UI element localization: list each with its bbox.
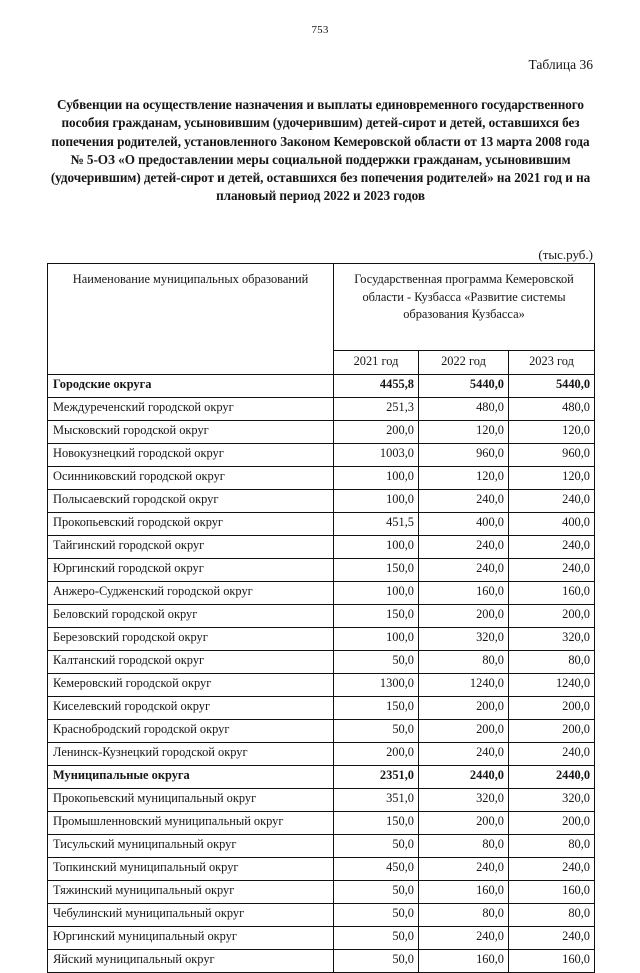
table-row — [48, 421, 595, 444]
cell-value-2021: 1300,0 — [334, 674, 419, 697]
cell-municipality-name: Краснобродский городской округ — [48, 720, 334, 743]
table-row — [48, 490, 595, 513]
table-row — [48, 559, 595, 582]
cell-value-2023: 240,0 — [509, 743, 595, 766]
table-row — [48, 835, 595, 858]
cell-value-2022: 2440,0 — [419, 766, 509, 789]
cell-value-2021: 100,0 — [334, 536, 419, 559]
page-title: Субвенции на осуществление назначения и выплаты единовременного государственного пособия гражданам, усыновившим (удочерившим) детей-сирот и детей, оставшихся без попечения родителей, установленного Законом Кемеровской области от 13 марта 2008 года № 5-ОЗ «О предоставлении меры социальной поддержки гражданам, усыновившим (удочерившим) детей-сирот и детей, оставшихся без попечения родителей» на 2021 год и на плановый период 2022 и 2023 годов — [50, 97, 591, 204]
cell-municipality-name: Топкинский муниципальный округ — [48, 858, 334, 881]
cell-value-2021: 150,0 — [334, 605, 419, 628]
table-row — [48, 789, 595, 812]
table-row — [48, 766, 595, 789]
cell-value-2023: 200,0 — [509, 697, 595, 720]
table-row — [48, 398, 595, 421]
header-municipality-name: Наименование муниципальных образований — [48, 264, 334, 375]
header-year-2023: 2023 год — [509, 351, 595, 375]
cell-municipality-name: Юргинский городской округ — [48, 559, 334, 582]
cell-value-2022: 240,0 — [419, 858, 509, 881]
cell-value-2021: 100,0 — [334, 582, 419, 605]
cell-value-2021: 50,0 — [334, 950, 419, 973]
cell-value-2023: 160,0 — [509, 950, 595, 973]
cell-municipality-name: Новокузнецкий городской округ — [48, 444, 334, 467]
cell-value-2023: 240,0 — [509, 490, 595, 513]
cell-value-2021: 50,0 — [334, 904, 419, 927]
cell-municipality-name: Мысковский городской округ — [48, 421, 334, 444]
cell-value-2023: 480,0 — [509, 398, 595, 421]
table-row — [48, 513, 595, 536]
cell-municipality-name: Тисульский муниципальный округ — [48, 835, 334, 858]
table-row — [48, 950, 595, 973]
cell-value-2023: 5440,0 — [509, 375, 595, 398]
cell-value-2021: 50,0 — [334, 881, 419, 904]
cell-value-2023: 240,0 — [509, 536, 595, 559]
cell-municipality-name: Березовский городской округ — [48, 628, 334, 651]
cell-municipality-name: Муниципальные округа — [48, 766, 334, 789]
table-row — [48, 858, 595, 881]
header-year-2021: 2021 год — [334, 351, 419, 375]
cell-value-2022: 200,0 — [419, 697, 509, 720]
cell-municipality-name: Киселевский городской округ — [48, 697, 334, 720]
cell-municipality-name: Анжеро-Судженский городской округ — [48, 582, 334, 605]
cell-value-2023: 80,0 — [509, 835, 595, 858]
cell-value-2023: 200,0 — [509, 605, 595, 628]
subventions-table — [47, 263, 595, 973]
cell-value-2022: 240,0 — [419, 743, 509, 766]
cell-municipality-name: Юргинский муниципальный округ — [48, 927, 334, 950]
cell-value-2021: 150,0 — [334, 812, 419, 835]
cell-value-2023: 960,0 — [509, 444, 595, 467]
cell-value-2022: 5440,0 — [419, 375, 509, 398]
cell-value-2022: 200,0 — [419, 605, 509, 628]
cell-value-2022: 320,0 — [419, 628, 509, 651]
cell-value-2021: 351,0 — [334, 789, 419, 812]
cell-value-2021: 50,0 — [334, 927, 419, 950]
cell-value-2023: 200,0 — [509, 720, 595, 743]
cell-value-2022: 160,0 — [419, 881, 509, 904]
cell-municipality-name: Междуреченский городской округ — [48, 398, 334, 421]
cell-value-2021: 200,0 — [334, 421, 419, 444]
table-row — [48, 536, 595, 559]
cell-municipality-name: Прокопьевский городской округ — [48, 513, 334, 536]
cell-value-2022: 200,0 — [419, 720, 509, 743]
cell-value-2021: 2351,0 — [334, 766, 419, 789]
cell-value-2021: 450,0 — [334, 858, 419, 881]
cell-value-2023: 240,0 — [509, 858, 595, 881]
cell-value-2023: 80,0 — [509, 651, 595, 674]
cell-municipality-name: Тайгинский городской округ — [48, 536, 334, 559]
cell-value-2021: 451,5 — [334, 513, 419, 536]
cell-value-2023: 320,0 — [509, 789, 595, 812]
cell-value-2023: 160,0 — [509, 582, 595, 605]
cell-municipality-name: Промышленновский муниципальный округ — [48, 812, 334, 835]
cell-value-2022: 400,0 — [419, 513, 509, 536]
cell-value-2022: 1240,0 — [419, 674, 509, 697]
cell-value-2023: 240,0 — [509, 559, 595, 582]
cell-value-2021: 50,0 — [334, 835, 419, 858]
header-state-program: Государственная программа Кемеровской области - Кузбасса «Развитие системы образования Кузбасса» — [334, 264, 595, 351]
table-row — [48, 674, 595, 697]
units-label: (тыс.руб.) — [538, 247, 593, 262]
cell-municipality-name: Ленинск-Кузнецкий городской округ — [48, 743, 334, 766]
cell-value-2023: 160,0 — [509, 881, 595, 904]
table-row — [48, 904, 595, 927]
table-row — [48, 720, 595, 743]
cell-value-2023: 80,0 — [509, 904, 595, 927]
cell-value-2022: 240,0 — [419, 559, 509, 582]
cell-value-2021: 4455,8 — [334, 375, 419, 398]
table-row — [48, 444, 595, 467]
table-row — [48, 605, 595, 628]
cell-value-2021: 100,0 — [334, 628, 419, 651]
cell-value-2023: 1240,0 — [509, 674, 595, 697]
table-body — [48, 375, 595, 973]
table-label: Таблица 36 — [528, 57, 593, 72]
cell-value-2021: 150,0 — [334, 697, 419, 720]
cell-value-2022: 80,0 — [419, 904, 509, 927]
cell-value-2022: 320,0 — [419, 789, 509, 812]
cell-municipality-name: Городские округа — [48, 375, 334, 398]
cell-value-2023: 200,0 — [509, 812, 595, 835]
cell-value-2022: 160,0 — [419, 950, 509, 973]
cell-value-2021: 200,0 — [334, 743, 419, 766]
table-row — [48, 927, 595, 950]
cell-value-2023: 120,0 — [509, 467, 595, 490]
cell-value-2022: 240,0 — [419, 490, 509, 513]
cell-value-2021: 100,0 — [334, 490, 419, 513]
cell-municipality-name: Осинниковский городской округ — [48, 467, 334, 490]
cell-municipality-name: Полысаевский городской округ — [48, 490, 334, 513]
cell-municipality-name: Беловский городской округ — [48, 605, 334, 628]
table-row — [48, 582, 595, 605]
cell-value-2022: 240,0 — [419, 927, 509, 950]
cell-value-2021: 50,0 — [334, 651, 419, 674]
cell-value-2023: 120,0 — [509, 421, 595, 444]
cell-value-2022: 480,0 — [419, 398, 509, 421]
table-header — [48, 264, 595, 375]
cell-value-2022: 80,0 — [419, 835, 509, 858]
cell-value-2021: 150,0 — [334, 559, 419, 582]
cell-value-2021: 50,0 — [334, 720, 419, 743]
cell-value-2023: 400,0 — [509, 513, 595, 536]
cell-value-2022: 80,0 — [419, 651, 509, 674]
cell-municipality-name: Чебулинский муниципальный округ — [48, 904, 334, 927]
table-row — [48, 628, 595, 651]
cell-value-2023: 320,0 — [509, 628, 595, 651]
table-row — [48, 375, 595, 398]
cell-municipality-name: Кемеровский городской округ — [48, 674, 334, 697]
cell-value-2022: 200,0 — [419, 812, 509, 835]
table-row — [48, 467, 595, 490]
table-row — [48, 812, 595, 835]
cell-value-2023: 240,0 — [509, 927, 595, 950]
cell-value-2021: 1003,0 — [334, 444, 419, 467]
cell-municipality-name: Тяжинский муниципальный округ — [48, 881, 334, 904]
cell-value-2022: 240,0 — [419, 536, 509, 559]
cell-value-2021: 251,3 — [334, 398, 419, 421]
cell-value-2022: 120,0 — [419, 467, 509, 490]
cell-value-2021: 100,0 — [334, 467, 419, 490]
cell-value-2022: 160,0 — [419, 582, 509, 605]
table-row — [48, 743, 595, 766]
cell-municipality-name: Калтанский городской округ — [48, 651, 334, 674]
header-year-2022: 2022 год — [419, 351, 509, 375]
cell-value-2022: 120,0 — [419, 421, 509, 444]
page-number: 753 — [311, 24, 329, 36]
table-row — [48, 651, 595, 674]
table-row — [48, 697, 595, 720]
cell-value-2023: 2440,0 — [509, 766, 595, 789]
cell-municipality-name: Прокопьевский муниципальный округ — [48, 789, 334, 812]
table-header-row-main — [48, 264, 595, 351]
cell-municipality-name: Яйский муниципальный округ — [48, 950, 334, 973]
cell-value-2022: 960,0 — [419, 444, 509, 467]
table-row — [48, 881, 595, 904]
